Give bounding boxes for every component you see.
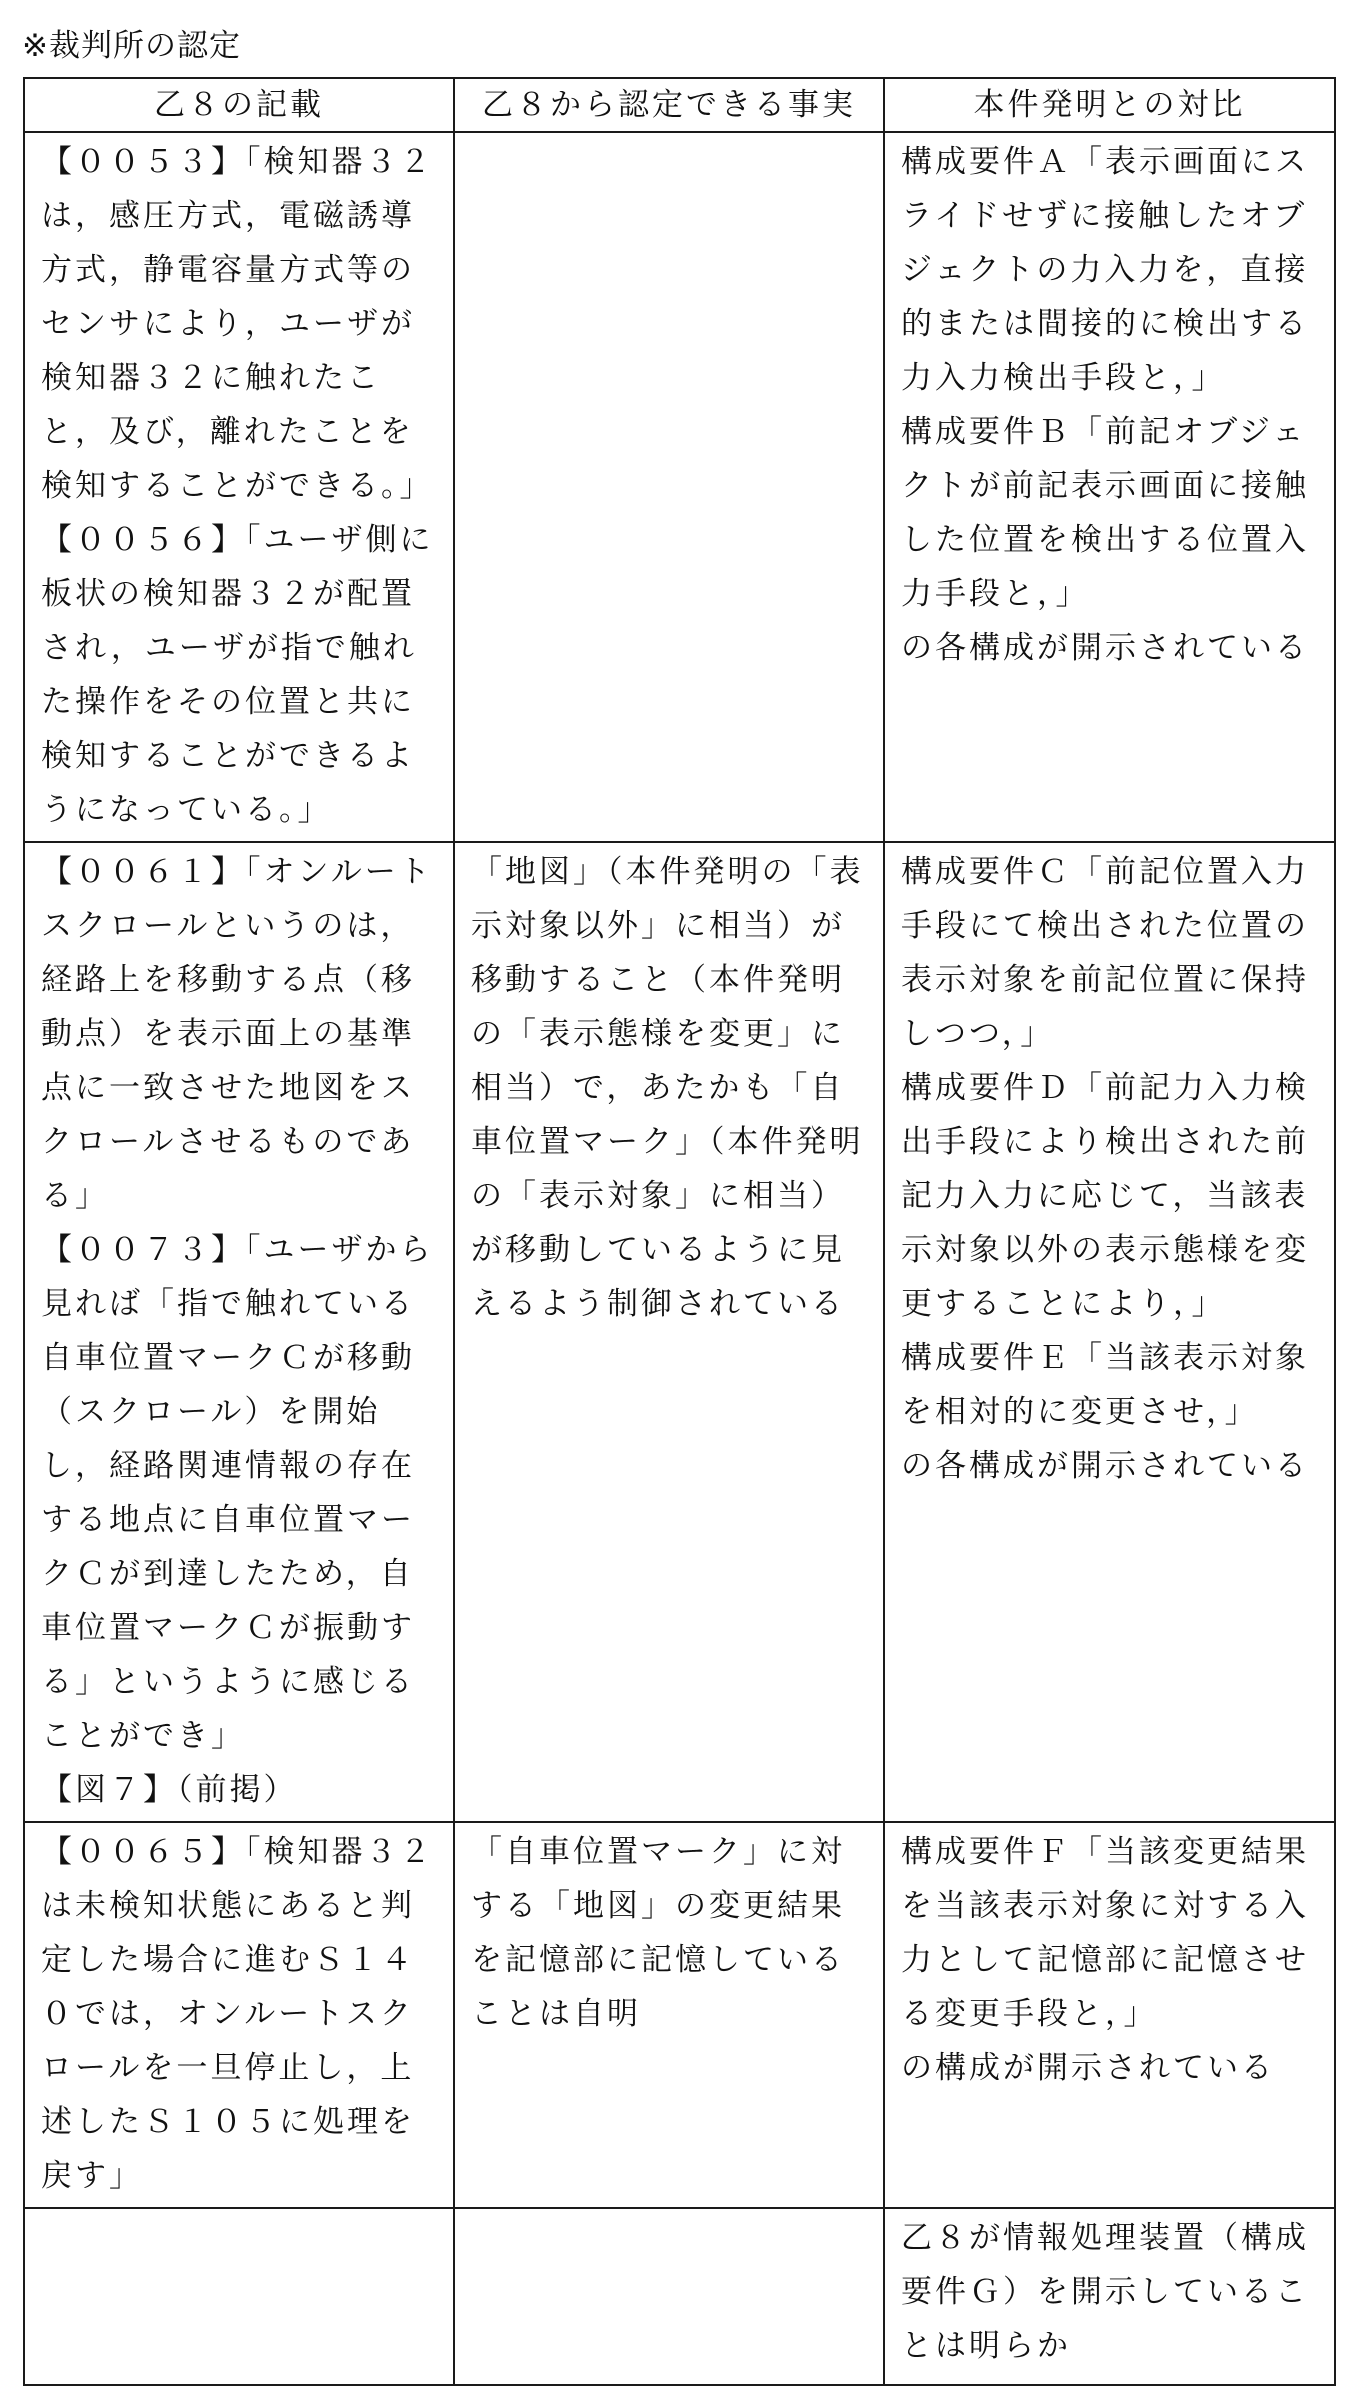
table-row [24,132,1335,842]
paragraph: 【図７】（前掲） [41,1772,298,1808]
court-findings-table [23,77,1336,2386]
paragraph: 構成要件Ｅ「当該表示対象を相対的に変更させ，」 [901,1340,1309,1430]
cell-comparison [884,1822,1335,2208]
cell-comparison [884,2208,1335,2385]
cell-facts [454,2208,884,2385]
paragraph: 構成要件Ｆ「当該変更結果を当該表示対象に対する入力として記憶部に記憶させる変更手段と，」 [901,1834,1309,2032]
paragraph: 乙８が情報処理装置（構成要件Ｇ）を開示していることは明らか [901,2220,1309,2364]
paragraph: 【００６１】「オンルートスクロールというのは，経路上を移動する点（移動点）を表示面上の基準点に一致させた地図をスクロールさせるものである」 [41,854,433,1214]
cell-facts [454,842,884,1822]
paragraph: の構成が開示されている [901,2050,1275,2086]
paragraph: 構成要件Ａ「表示画面にスライドせずに接触したオブジェクトの力入力を，直接的または間接的に検出する力入力検出手段と，」 [901,144,1309,396]
paragraph: 【００７３】「ユーザから見れば「指で触れている自車位置マークＣが移動（スクロール）を開始し，経路関連情報の存在する地点に自車位置マークＣが到達したため，自車位置マークＣが振動する」というように感じることができ」 [41,1232,434,1754]
header-comparison: 本件発明との対比 [884,78,1335,132]
header-otsu8-description: 乙８の記載 [24,78,454,132]
header-recognized-facts: 乙８から認定できる事実 [454,78,884,132]
paragraph: 【００５３】「検知器３２は，感圧方式，電磁誘導方式，静電容量方式等のセンサにより，ユーザが検知器３２に触れたこと，及び，離れたことを検知することができる。」 [41,144,434,504]
paragraph: 【００６５】「検知器３２は未検知状態にあると判定した場合に進むＳ１４０では，オンルートスクロールを一旦停止し，上述したＳ１０５に処理を戻す」 [41,1834,434,2194]
cell-comparison [884,132,1335,842]
cell-description [24,1822,454,2208]
paragraph: の各構成が開示されている [901,1448,1309,1484]
page-heading: ※裁判所の認定 [22,28,241,64]
cell-facts [454,1822,884,2208]
paragraph: 構成要件Ｂ「前記オブジェクトが前記表示画面に接触した位置を検出する位置入力手段と，」 [901,414,1309,612]
table-row [24,2208,1335,2385]
table-header-row [24,78,1335,132]
cell-description [24,132,454,842]
paragraph: 【００５６】「ユーザ側に板状の検知器３２が配置され，ユーザが指で触れた操作をその位置と共に検知することができるようになっている。」 [41,522,434,828]
cell-facts [454,132,884,842]
table-row [24,1822,1335,2208]
paragraph: 構成要件Ｃ「前記位置入力手段にて検出された位置の表示対象を前記位置に保持しつつ，」 [901,854,1309,1052]
paragraph: の各構成が開示されている [901,630,1309,666]
table-row [24,842,1335,1822]
paragraph: 「地図」（本件発明の「表示対象以外」に相当）が移動すること（本件発明の「表示態様を変更」に相当）で，あたかも「自車位置マーク」（本件発明の「表示対象」に相当）が移動しているように見えるよう制御されている [471,854,864,1322]
cell-description [24,842,454,1822]
paragraph: 構成要件Ｄ「前記力入力検出手段により検出された前記力入力に応じて，当該表示対象以外の表示態様を変更することにより，」 [901,1070,1309,1322]
cell-description [24,2208,454,2385]
cell-comparison [884,842,1335,1822]
paragraph: 「自車位置マーク」に対する「地図」の変更結果を記憶部に記憶していることは自明 [471,1834,845,2032]
